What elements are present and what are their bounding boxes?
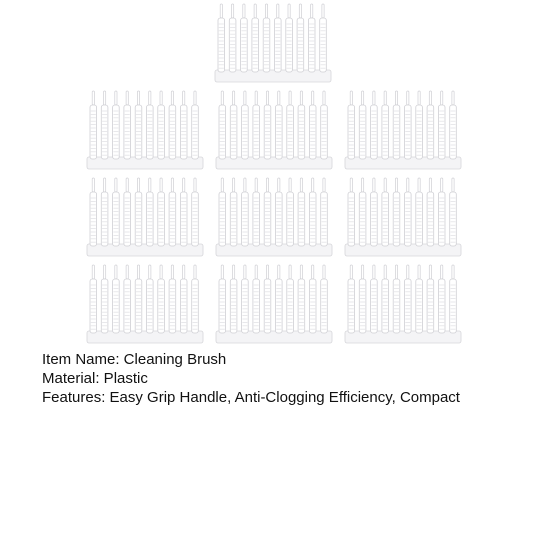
brush-pack (87, 178, 203, 256)
brush-pack (216, 265, 332, 343)
brush-pack (87, 265, 203, 343)
brush-pack (345, 265, 461, 343)
brush-pack (215, 4, 331, 82)
brush-pack (345, 91, 461, 169)
brush-pack (216, 91, 332, 169)
brush-pack (87, 91, 203, 169)
material-text: Material: Plastic (42, 370, 148, 387)
features-text: Features: Easy Grip Handle, Anti-Clogging Efficiency, Compact (42, 389, 460, 406)
product-description (42, 350, 542, 407)
brush-pack (345, 178, 461, 256)
brush-pack (216, 178, 332, 256)
item-name-text: Item Name: Cleaning Brush (42, 351, 227, 368)
